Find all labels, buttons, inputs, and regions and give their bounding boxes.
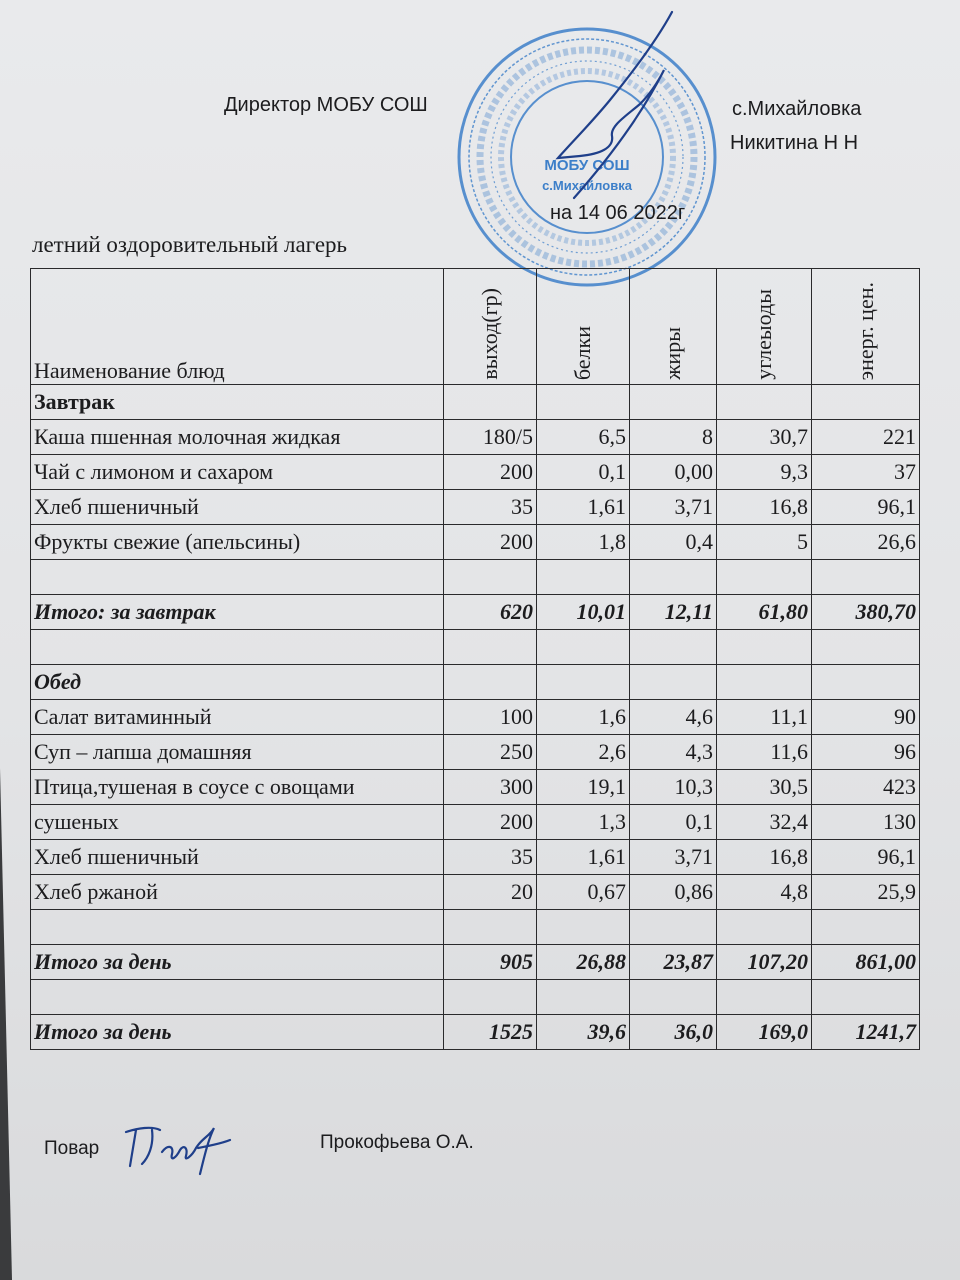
dish-name-cell — [31, 980, 444, 1015]
protein-cell: 1,6 — [537, 700, 630, 735]
output-cell: 905 — [444, 945, 537, 980]
fat-cell — [630, 630, 717, 665]
dish-name-cell — [31, 910, 444, 945]
protein-cell — [537, 910, 630, 945]
output-cell: 35 — [444, 840, 537, 875]
cook-label: Повар — [44, 1138, 100, 1159]
table-row — [31, 455, 920, 490]
carbs-cell: 32,4 — [717, 805, 812, 840]
energy-cell: 37 — [812, 455, 920, 490]
protein-cell: 39,6 — [537, 1015, 630, 1050]
output-cell — [444, 385, 537, 420]
carbs-cell: 11,1 — [717, 700, 812, 735]
table-row — [31, 595, 920, 630]
output-cell — [444, 630, 537, 665]
carbs-cell: 30,7 — [717, 420, 812, 455]
table-row — [31, 910, 920, 945]
table-row — [31, 525, 920, 560]
energy-cell: 25,9 — [812, 875, 920, 910]
dish-name-cell: Хлеб ржаной — [31, 875, 444, 910]
dish-name-cell: Чай с лимоном и сахаром — [31, 455, 444, 490]
output-cell — [444, 980, 537, 1015]
output-cell: 200 — [444, 805, 537, 840]
dish-name-cell: Птица,тушеная в соусе с овощами — [31, 770, 444, 805]
protein-cell: 0,67 — [537, 875, 630, 910]
table-row — [31, 665, 920, 700]
protein-cell: 1,3 — [537, 805, 630, 840]
output-cell: 100 — [444, 700, 537, 735]
table-row — [31, 385, 920, 420]
energy-cell: 1241,7 — [812, 1015, 920, 1050]
fat-cell: 12,11 — [630, 595, 717, 630]
dish-name-cell: Итого за день — [31, 945, 444, 980]
protein-cell: 10,01 — [537, 595, 630, 630]
energy-cell — [812, 980, 920, 1015]
cook-signature — [118, 1118, 238, 1178]
table-row — [31, 700, 920, 735]
dish-name-cell — [31, 560, 444, 595]
fat-cell: 36,0 — [630, 1015, 717, 1050]
cook-name: Прокофьева О.А. — [320, 1132, 474, 1153]
dish-name-cell: Итого: за завтрак — [31, 595, 444, 630]
output-cell — [444, 560, 537, 595]
protein-cell — [537, 630, 630, 665]
header-energy: энерг. цен. — [812, 269, 920, 385]
stamp-text-1: МОБУ СОШ — [544, 157, 630, 174]
dish-name-cell: Итого за день — [31, 1015, 444, 1050]
protein-cell: 1,61 — [537, 490, 630, 525]
fat-cell: 4,6 — [630, 700, 717, 735]
dish-name-cell: Хлеб пшеничный — [31, 840, 444, 875]
carbs-cell: 4,8 — [717, 875, 812, 910]
dish-name-cell: Фрукты свежие (апельсины) — [31, 525, 444, 560]
output-cell: 250 — [444, 735, 537, 770]
fat-cell: 10,3 — [630, 770, 717, 805]
fat-cell: 0,4 — [630, 525, 717, 560]
protein-cell: 1,8 — [537, 525, 630, 560]
header-protein: белки — [537, 269, 630, 385]
dish-name-cell: Каша пшенная молочная жидкая — [31, 420, 444, 455]
energy-cell: 96 — [812, 735, 920, 770]
carbs-cell: 169,0 — [717, 1015, 812, 1050]
dish-name-cell — [31, 630, 444, 665]
output-cell: 300 — [444, 770, 537, 805]
carbs-cell — [717, 980, 812, 1015]
header-carbs: углеыоды — [717, 269, 812, 385]
carbs-cell: 5 — [717, 525, 812, 560]
table-row — [31, 770, 920, 805]
carbs-cell: 11,6 — [717, 735, 812, 770]
table-row — [31, 840, 920, 875]
table-row — [31, 560, 920, 595]
protein-cell: 26,88 — [537, 945, 630, 980]
protein-cell — [537, 980, 630, 1015]
director-signature — [540, 8, 700, 208]
table-row — [31, 420, 920, 455]
output-cell: 200 — [444, 455, 537, 490]
carbs-cell — [717, 560, 812, 595]
output-cell: 180/5 — [444, 420, 537, 455]
energy-cell — [812, 910, 920, 945]
table-row — [31, 945, 920, 980]
carbs-cell: 16,8 — [717, 840, 812, 875]
fat-cell: 8 — [630, 420, 717, 455]
table-row — [31, 980, 920, 1015]
carbs-cell — [717, 665, 812, 700]
protein-cell: 1,61 — [537, 840, 630, 875]
table-row — [31, 805, 920, 840]
energy-cell: 96,1 — [812, 840, 920, 875]
fat-cell — [630, 910, 717, 945]
energy-cell: 26,6 — [812, 525, 920, 560]
protein-cell: 6,5 — [537, 420, 630, 455]
carbs-cell: 61,80 — [717, 595, 812, 630]
carbs-cell: 107,20 — [717, 945, 812, 980]
energy-cell: 130 — [812, 805, 920, 840]
header-dish-name: Наименование блюд — [31, 269, 444, 385]
fat-cell — [630, 665, 717, 700]
fat-cell: 23,87 — [630, 945, 717, 980]
energy-cell: 861,00 — [812, 945, 920, 980]
output-cell — [444, 665, 537, 700]
fat-cell — [630, 385, 717, 420]
carbs-cell: 30,5 — [717, 770, 812, 805]
protein-cell: 2,6 — [537, 735, 630, 770]
header-output: выход(гр) — [444, 269, 537, 385]
carbs-cell — [717, 385, 812, 420]
table-row — [31, 735, 920, 770]
energy-cell — [812, 385, 920, 420]
dish-name-cell: Хлеб пшеничный — [31, 490, 444, 525]
carbs-cell — [717, 910, 812, 945]
table-row — [31, 875, 920, 910]
dish-name-cell: Обед — [31, 665, 444, 700]
fat-cell: 0,86 — [630, 875, 717, 910]
energy-cell: 221 — [812, 420, 920, 455]
output-cell: 35 — [444, 490, 537, 525]
protein-cell — [537, 385, 630, 420]
energy-cell: 90 — [812, 700, 920, 735]
protein-cell: 0,1 — [537, 455, 630, 490]
fat-cell — [630, 560, 717, 595]
energy-cell: 423 — [812, 770, 920, 805]
village-name: с.Михайловка — [732, 98, 862, 120]
output-cell: 620 — [444, 595, 537, 630]
menu-date: на 14 06 2022г — [550, 202, 686, 224]
protein-cell — [537, 665, 630, 700]
fat-cell: 4,3 — [630, 735, 717, 770]
fat-cell: 0,00 — [630, 455, 717, 490]
director-name: Никитина Н Н — [730, 132, 859, 154]
fat-cell: 0,1 — [630, 805, 717, 840]
output-cell: 200 — [444, 525, 537, 560]
protein-cell: 19,1 — [537, 770, 630, 805]
output-cell: 20 — [444, 875, 537, 910]
header-fat: жиры — [630, 269, 717, 385]
output-cell — [444, 910, 537, 945]
energy-cell — [812, 560, 920, 595]
energy-cell — [812, 665, 920, 700]
table-header-row — [31, 269, 920, 385]
table-row — [31, 490, 920, 525]
stamp-text-2: с.Михайловка — [542, 178, 632, 193]
carbs-cell: 9,3 — [717, 455, 812, 490]
dish-name-cell: сушеных — [31, 805, 444, 840]
fat-cell: 3,71 — [630, 490, 717, 525]
energy-cell: 96,1 — [812, 490, 920, 525]
output-cell: 1525 — [444, 1015, 537, 1050]
dish-name-cell: Суп – лапша домашняя — [31, 735, 444, 770]
camp-title: летний оздоровительный лагерь — [32, 232, 348, 257]
fat-cell — [630, 980, 717, 1015]
carbs-cell — [717, 630, 812, 665]
table-row — [31, 1015, 920, 1050]
director-title: Директор МОБУ СОШ — [224, 94, 428, 116]
protein-cell — [537, 560, 630, 595]
table-row — [31, 630, 920, 665]
fat-cell: 3,71 — [630, 840, 717, 875]
carbs-cell: 16,8 — [717, 490, 812, 525]
dish-name-cell: Завтрак — [31, 385, 444, 420]
menu-table — [30, 268, 920, 1050]
energy-cell — [812, 630, 920, 665]
dish-name-cell: Салат витаминный — [31, 700, 444, 735]
energy-cell: 380,70 — [812, 595, 920, 630]
